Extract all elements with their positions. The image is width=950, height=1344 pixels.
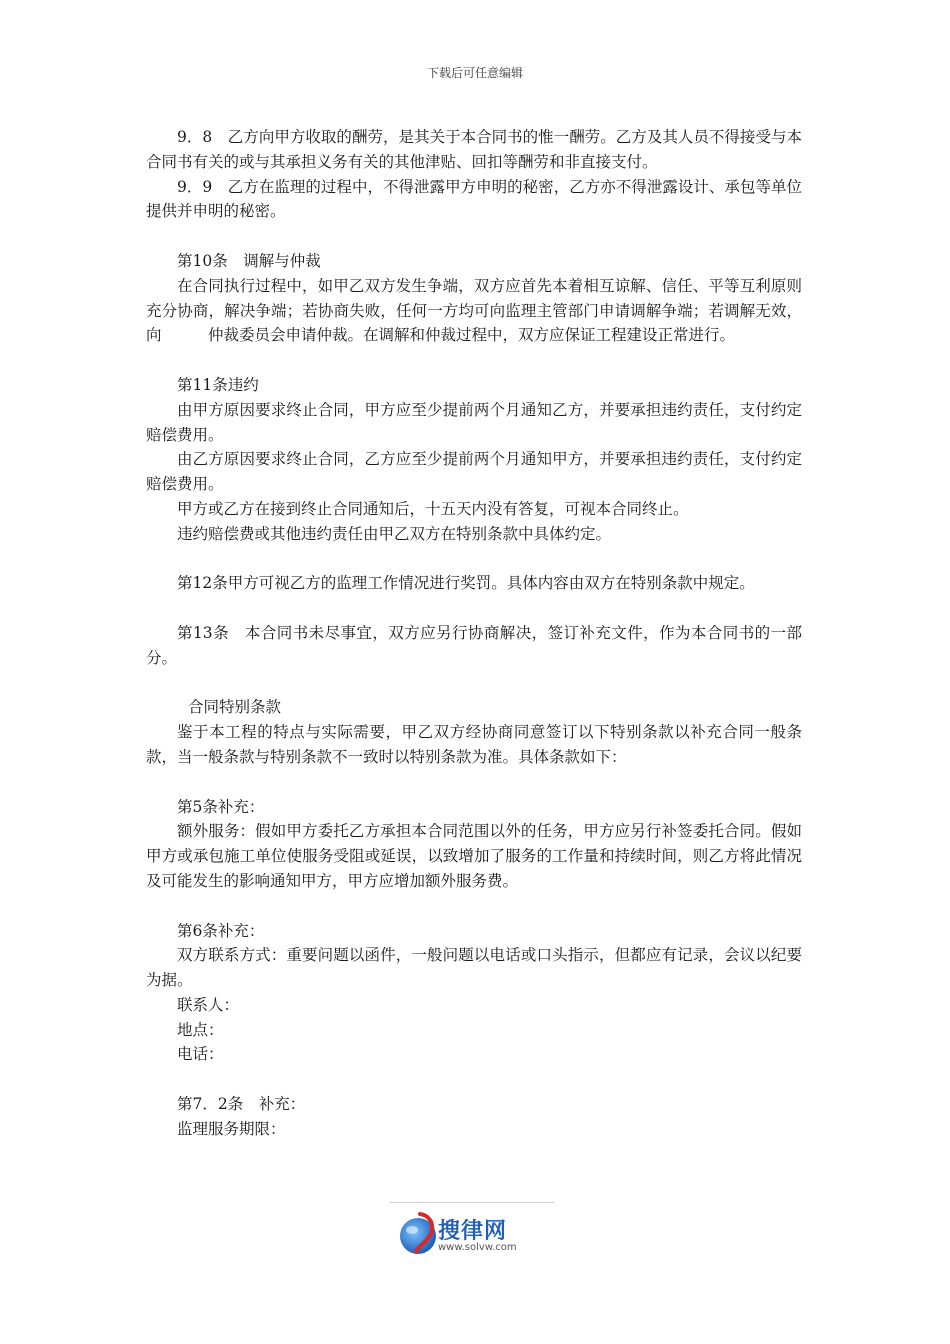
address-field: 地点： xyxy=(177,1020,224,1039)
clause-9-9: 9．9 乙方在监理的过程中，不得泄露甲方申明的秘密，乙方亦不得泄露设计、承包等单位提供并申明的秘密。 xyxy=(146,177,802,221)
special-terms-title: 合同特别条款 xyxy=(188,698,282,717)
footer-divider xyxy=(390,1202,554,1203)
article-11-para-2: 由乙方原因要求终止合同，乙方应至少提前两个月通知甲方，并要承担违约责任，支付约定赔偿费用。 xyxy=(146,450,802,494)
article-11-para-4: 违约赔偿费或其他违约责任由甲乙双方在特别条款中具体约定。 xyxy=(177,524,612,543)
document-body xyxy=(146,125,802,1142)
supplement-6-title: 第6条补充： xyxy=(177,921,265,940)
logo-text: 搜律网 xyxy=(438,1219,508,1244)
phone-field: 电话： xyxy=(177,1045,224,1064)
supplement-6-body: 双方联系方式：重要问题以函件，一般问题以电话或口头指示，但都应有记录，会议以纪要为据。 xyxy=(146,946,802,990)
article-11-para-3: 甲方或乙方在接到终止合同通知后，十五天内没有答复，可视本合同终止。 xyxy=(177,499,689,518)
site-logo[interactable] xyxy=(398,1208,528,1260)
special-terms-intro: 鉴于本工程的特点与实际需要，甲乙双方经协商同意签订以下特别条款以补充合同一般条款，当一般条款与特别条款不一致时以特别条款为准。具体条款如下： xyxy=(146,723,802,766)
supplement-5-body: 额外服务：假如甲方委托乙方承担本合同范围以外的任务，甲方应另行补签委托合同。假如甲方或承包施工单位使服务受阻或延误，以致增加了服务的工作量和持续时间，则乙方将此情况及可能发生的影响通知甲方，甲方应增加额外服务费。 xyxy=(146,822,802,890)
article-11-para-1: 由甲方原因要求终止合同，甲方应至少提前两个月通知乙方，并要承担违约责任，支付约定赔偿费用。 xyxy=(146,400,802,444)
page-header: 下载后可任意编辑 xyxy=(426,66,523,80)
article-13: 第13条 本合同书未尽事宜，双方应另行协商解决，签订补充文件，作为本合同书的一部分。 xyxy=(146,623,802,667)
supplement-5-title: 第5条补充： xyxy=(177,797,265,816)
article-11-title: 第11条违约 xyxy=(177,375,259,394)
supplement-7-2-title: 第7．2条 补充： xyxy=(177,1095,306,1114)
globe-logo-icon xyxy=(398,1208,440,1260)
service-period-field: 监理服务期限： xyxy=(177,1119,286,1138)
article-10-body: 在合同执行过程中，如甲乙双方发生争端，双方应首先本着相互谅解、信任、平等互利原则充分协商，解决争端；若协商失败，任何一方均可向监理主管部门申请调解争端；若调解无效，向 仲裁委员会申请仲裁。在调解和仲裁过程中，双方应保证工程建设正常进行。 xyxy=(146,276,802,345)
logo-url: www.solvw.com xyxy=(438,1242,517,1253)
clause-9-8: 9．8 乙方向甲方收取的酬劳，是其关于本合同书的惟一酬劳。乙方及其人员不得接受与本合同书有关的或与其承担义务有关的其他津贴、回扣等酬劳和非直接支付。 xyxy=(146,128,802,171)
article-10-title: 第10条 调解与仲裁 xyxy=(177,251,321,270)
article-12: 第12条甲方可视乙方的监理工作情况进行奖罚。具体内容由双方在特别条款中规定。 xyxy=(177,574,755,593)
contact-person-field: 联系人： xyxy=(177,995,240,1014)
